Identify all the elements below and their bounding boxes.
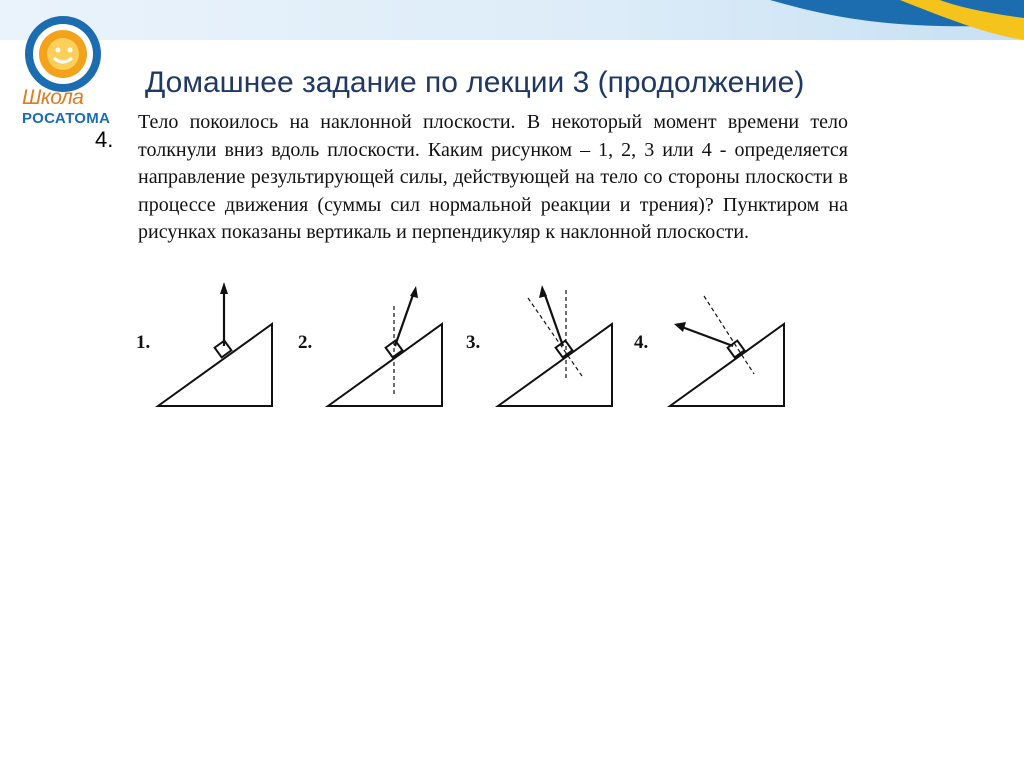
- arrowhead-icon: [674, 322, 686, 332]
- figure-2: [298, 286, 442, 406]
- problem-number: 4.: [95, 127, 114, 152]
- arrowhead-icon: [539, 285, 547, 298]
- page-title: Домашнее задание по лекции 3 (продолжение): [145, 66, 805, 99]
- figure-3: [466, 285, 612, 406]
- logo-text-rosatom: РОСАТОМА: [22, 110, 111, 127]
- figure-4: [634, 296, 784, 406]
- header-decoration: [0, 0, 1024, 60]
- logo-text-school: Школа: [22, 86, 84, 109]
- figure-label-4: 4.: [634, 332, 649, 353]
- figure-label-2: 2.: [298, 332, 313, 353]
- arrowhead-icon: [220, 282, 228, 294]
- figures-panel: [130, 280, 830, 420]
- figure-label-1: 1.: [136, 332, 151, 353]
- figure-1: [136, 282, 272, 406]
- arrowhead-icon: [410, 286, 418, 298]
- figure-label-3: 3.: [466, 332, 481, 353]
- problem-text: Тело покоилось на наклонной плоскости. В некоторый момент времени тело толкнули вниз вдоль плоскости. Каким рисунком – 1, 2, 3 или 4 - определяется направление результирующей силы, действующей на тело со стороны плоскости в процессе движения (суммы сил нормальной реакции и трения)? Пунктиром на рисунках показаны вертикаль и перпендикуляр к наклонной плоскости.: [138, 111, 848, 243]
